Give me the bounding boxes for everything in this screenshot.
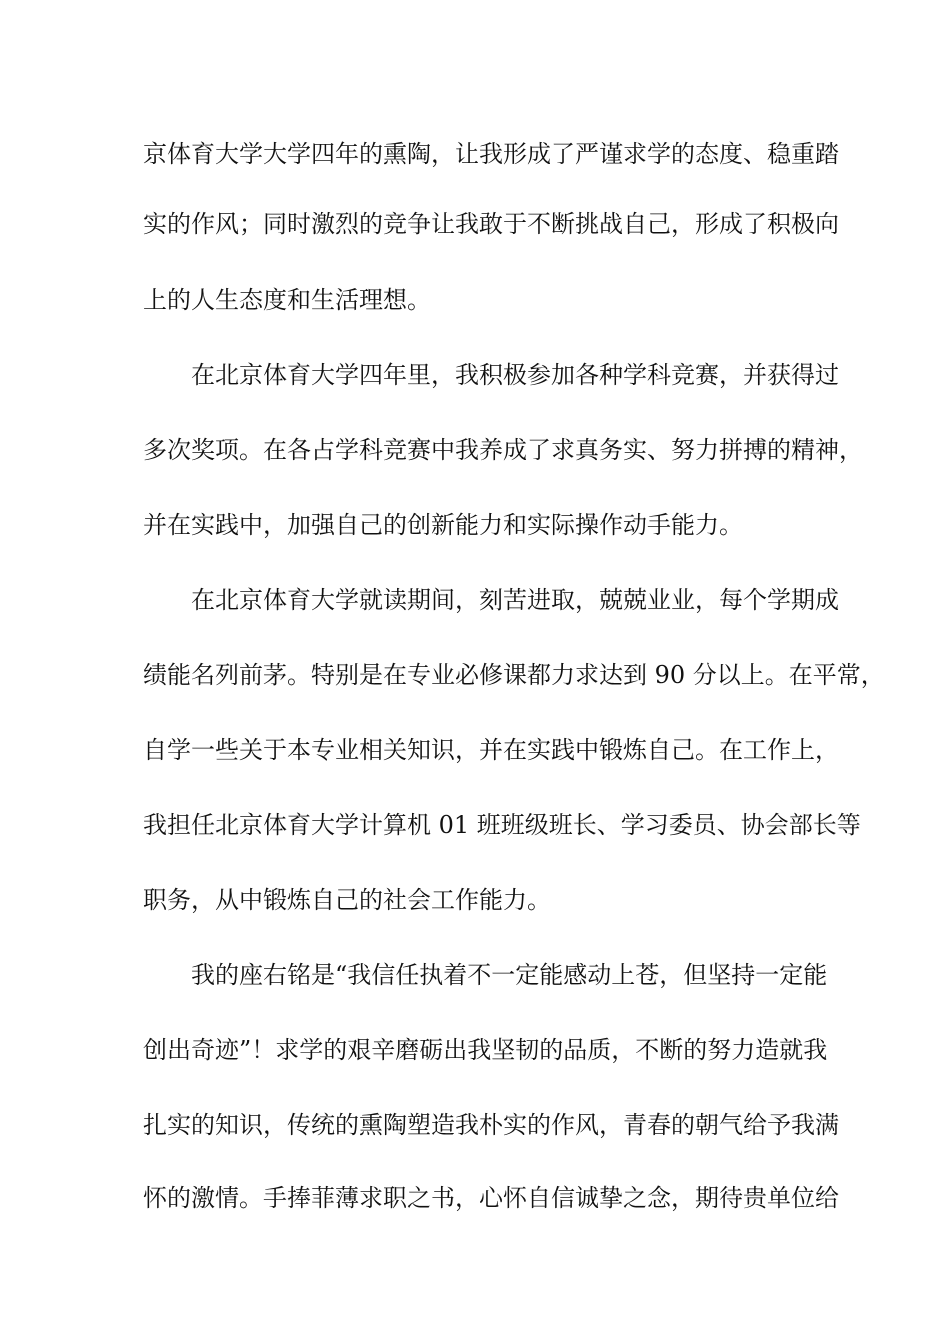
text-line: 实的作风；同时激烈的竞争让我敢于不断挑战自己，形成了积极向 (143, 210, 839, 238)
text-line: 上的人生态度和生活理想。 (143, 286, 431, 314)
text-line: 创出奇迹”！求学的艰辛磨砺出我坚韧的品质，不断的努力造就我 (143, 1036, 828, 1064)
paragraph-first-line: 在北京体育大学就读期间，刻苦进取，兢兢业业，每个学期成 (191, 586, 839, 614)
text-line: 职务，从中锻炼自己的社会工作能力。 (143, 886, 551, 914)
text-line: 京体育大学大学四年的熏陶，让我形成了严谨求学的态度、稳重踏 (143, 140, 839, 168)
paragraph-first-line: 在北京体育大学四年里，我积极参加各种学科竞赛，并获得过 (191, 361, 839, 389)
text-line: 我担任北京体育大学计算机 01 班班级班长、学习委员、协会部长等 (143, 811, 861, 839)
text-line: 自学一些关于本专业相关知识，并在实践中锻炼自己。在工作上， (143, 736, 839, 764)
text-line: 怀的激情。手捧菲薄求职之书，心怀自信诚挚之念，期待贵单位给 (143, 1184, 839, 1212)
text-line: 并在实践中，加强自己的创新能力和实际操作动手能力。 (143, 511, 743, 539)
text-line: 多次奖项。在各占学科竞赛中我养成了求真务实、努力拼搏的精神， (143, 436, 863, 464)
text-line: 扎实的知识，传统的熏陶塑造我朴实的作风，青春的朝气给予我满 (143, 1111, 839, 1139)
text-line: 绩能名列前茅。特别是在专业必修课都力求达到 90 分以上。在平常， (143, 661, 885, 689)
paragraph-first-line: 我的座右铭是“我信任执着不一定能感动上苍，但坚持一定能 (191, 961, 828, 989)
